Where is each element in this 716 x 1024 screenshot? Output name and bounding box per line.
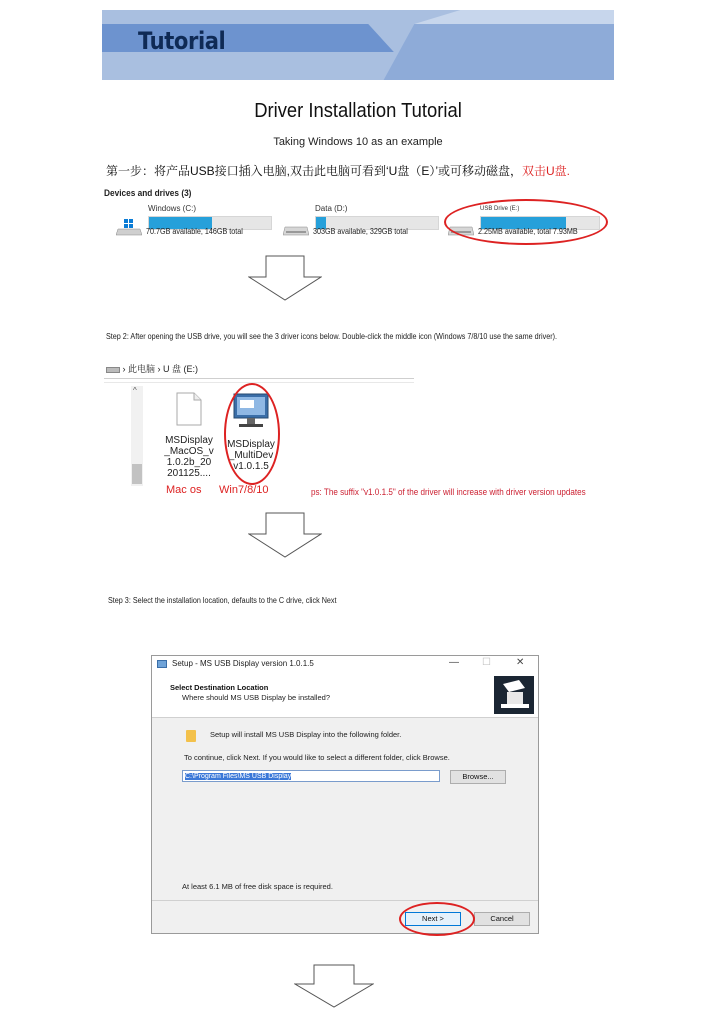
step2-text: Step 2: After opening the USB drive, you will see the 3 driver icons below. Double-click the middle icon (Windows 7/8/10 use the same driver). — [106, 332, 558, 341]
folder-icon — [186, 730, 196, 742]
down-arrow-icon — [248, 512, 322, 558]
drive-size: 303GB available, 329GB total — [313, 227, 408, 236]
dialog-header-subtitle: Where should MS USB Display be installed? — [182, 693, 330, 702]
dialog-title: Setup - MS USB Display version 1.0.1.5 — [172, 659, 314, 668]
breadcrumb-drive[interactable]: U 盘 (E:) — [163, 364, 199, 374]
setup-logo-icon — [494, 676, 534, 714]
down-arrow-icon — [294, 964, 374, 1008]
file-name: MSDisplay _MacOS_v 1.0.2b_20 201125.... — [164, 435, 214, 479]
usb-small-icon — [106, 367, 120, 373]
step1-main: 第一步：将产品USB接口插入电脑,双击此电脑可看到‘U盘（E）’或可移动磁盘， — [106, 164, 523, 178]
file-name: MSDisplay _MultiDev v1.0.1.5 — [227, 439, 275, 472]
page-title: Driver Installation Tutorial — [254, 100, 462, 122]
next-button[interactable]: Next > — [405, 912, 461, 926]
scrollbar-thumb[interactable] — [132, 464, 142, 484]
chevron-right-icon: › — [122, 364, 129, 374]
install-info: Setup will install MS USB Display into the following folder. — [210, 730, 402, 739]
header-banner — [102, 10, 614, 80]
devices-heading: Devices and drives (3) — [104, 188, 192, 198]
close-icon[interactable]: ✕ — [516, 657, 525, 668]
file-icon — [176, 392, 202, 426]
minimize-icon[interactable]: — — [449, 657, 459, 668]
drive-name: Data (D:) — [315, 204, 348, 213]
highlight-circle — [399, 902, 475, 936]
highlight-circle — [224, 383, 280, 485]
continue-info: To continue, click Next. If you would like to select a different folder, click Browse. — [184, 753, 450, 762]
destination-path-value: C:\Program Files\MS USB Display — [185, 773, 292, 780]
hard-drive-icon — [283, 219, 309, 237]
scrollbar[interactable] — [131, 386, 143, 486]
breadcrumb-pc[interactable]: 此电脑 — [128, 364, 156, 374]
down-arrow-icon — [248, 255, 322, 301]
breadcrumb — [106, 362, 198, 375]
windows-drive-icon — [116, 219, 142, 237]
maximize-icon[interactable]: ☐ — [482, 657, 491, 668]
disk-space-info: At least 6.1 MB of free disk space is required. — [182, 882, 333, 891]
dialog-titlebar[interactable] — [152, 656, 538, 672]
step3-text: Step 3: Select the installation location, defaults to the C drive, click Next — [108, 596, 337, 605]
version-note: ps: The suffix "v1.0.1.5" of the driver will increase with driver version updates — [311, 487, 586, 497]
drive-size: 2.25MB available, total 7.93MB — [478, 227, 578, 236]
page-subtitle: Taking Windows 10 as an example — [273, 136, 443, 148]
highlight-circle — [444, 199, 608, 245]
file-macos-driver[interactable] — [160, 392, 218, 479]
setup-dialog — [151, 655, 539, 934]
step1-highlight: 双击U盘. — [522, 164, 571, 178]
drive-name: USB Drive (E:) — [480, 206, 520, 212]
cancel-button[interactable]: Cancel — [474, 912, 530, 926]
step1-text — [106, 162, 570, 179]
setup-app-icon — [157, 660, 167, 668]
drive-name: Windows (C:) — [148, 204, 197, 213]
dialog-header — [152, 672, 538, 718]
drive-size: 70.7GB available, 146GB total — [146, 227, 243, 236]
destination-path-input[interactable] — [182, 770, 440, 782]
windows-label: Win7/8/10 — [219, 484, 269, 496]
banner-title: Tutorial — [138, 27, 226, 55]
dialog-header-title: Select Destination Location — [170, 683, 269, 692]
chevron-up-icon[interactable]: ^ — [133, 386, 137, 395]
browse-button[interactable]: Browse... — [450, 770, 506, 784]
macos-label: Mac os — [166, 484, 202, 496]
chevron-right-icon: › — [157, 364, 164, 374]
